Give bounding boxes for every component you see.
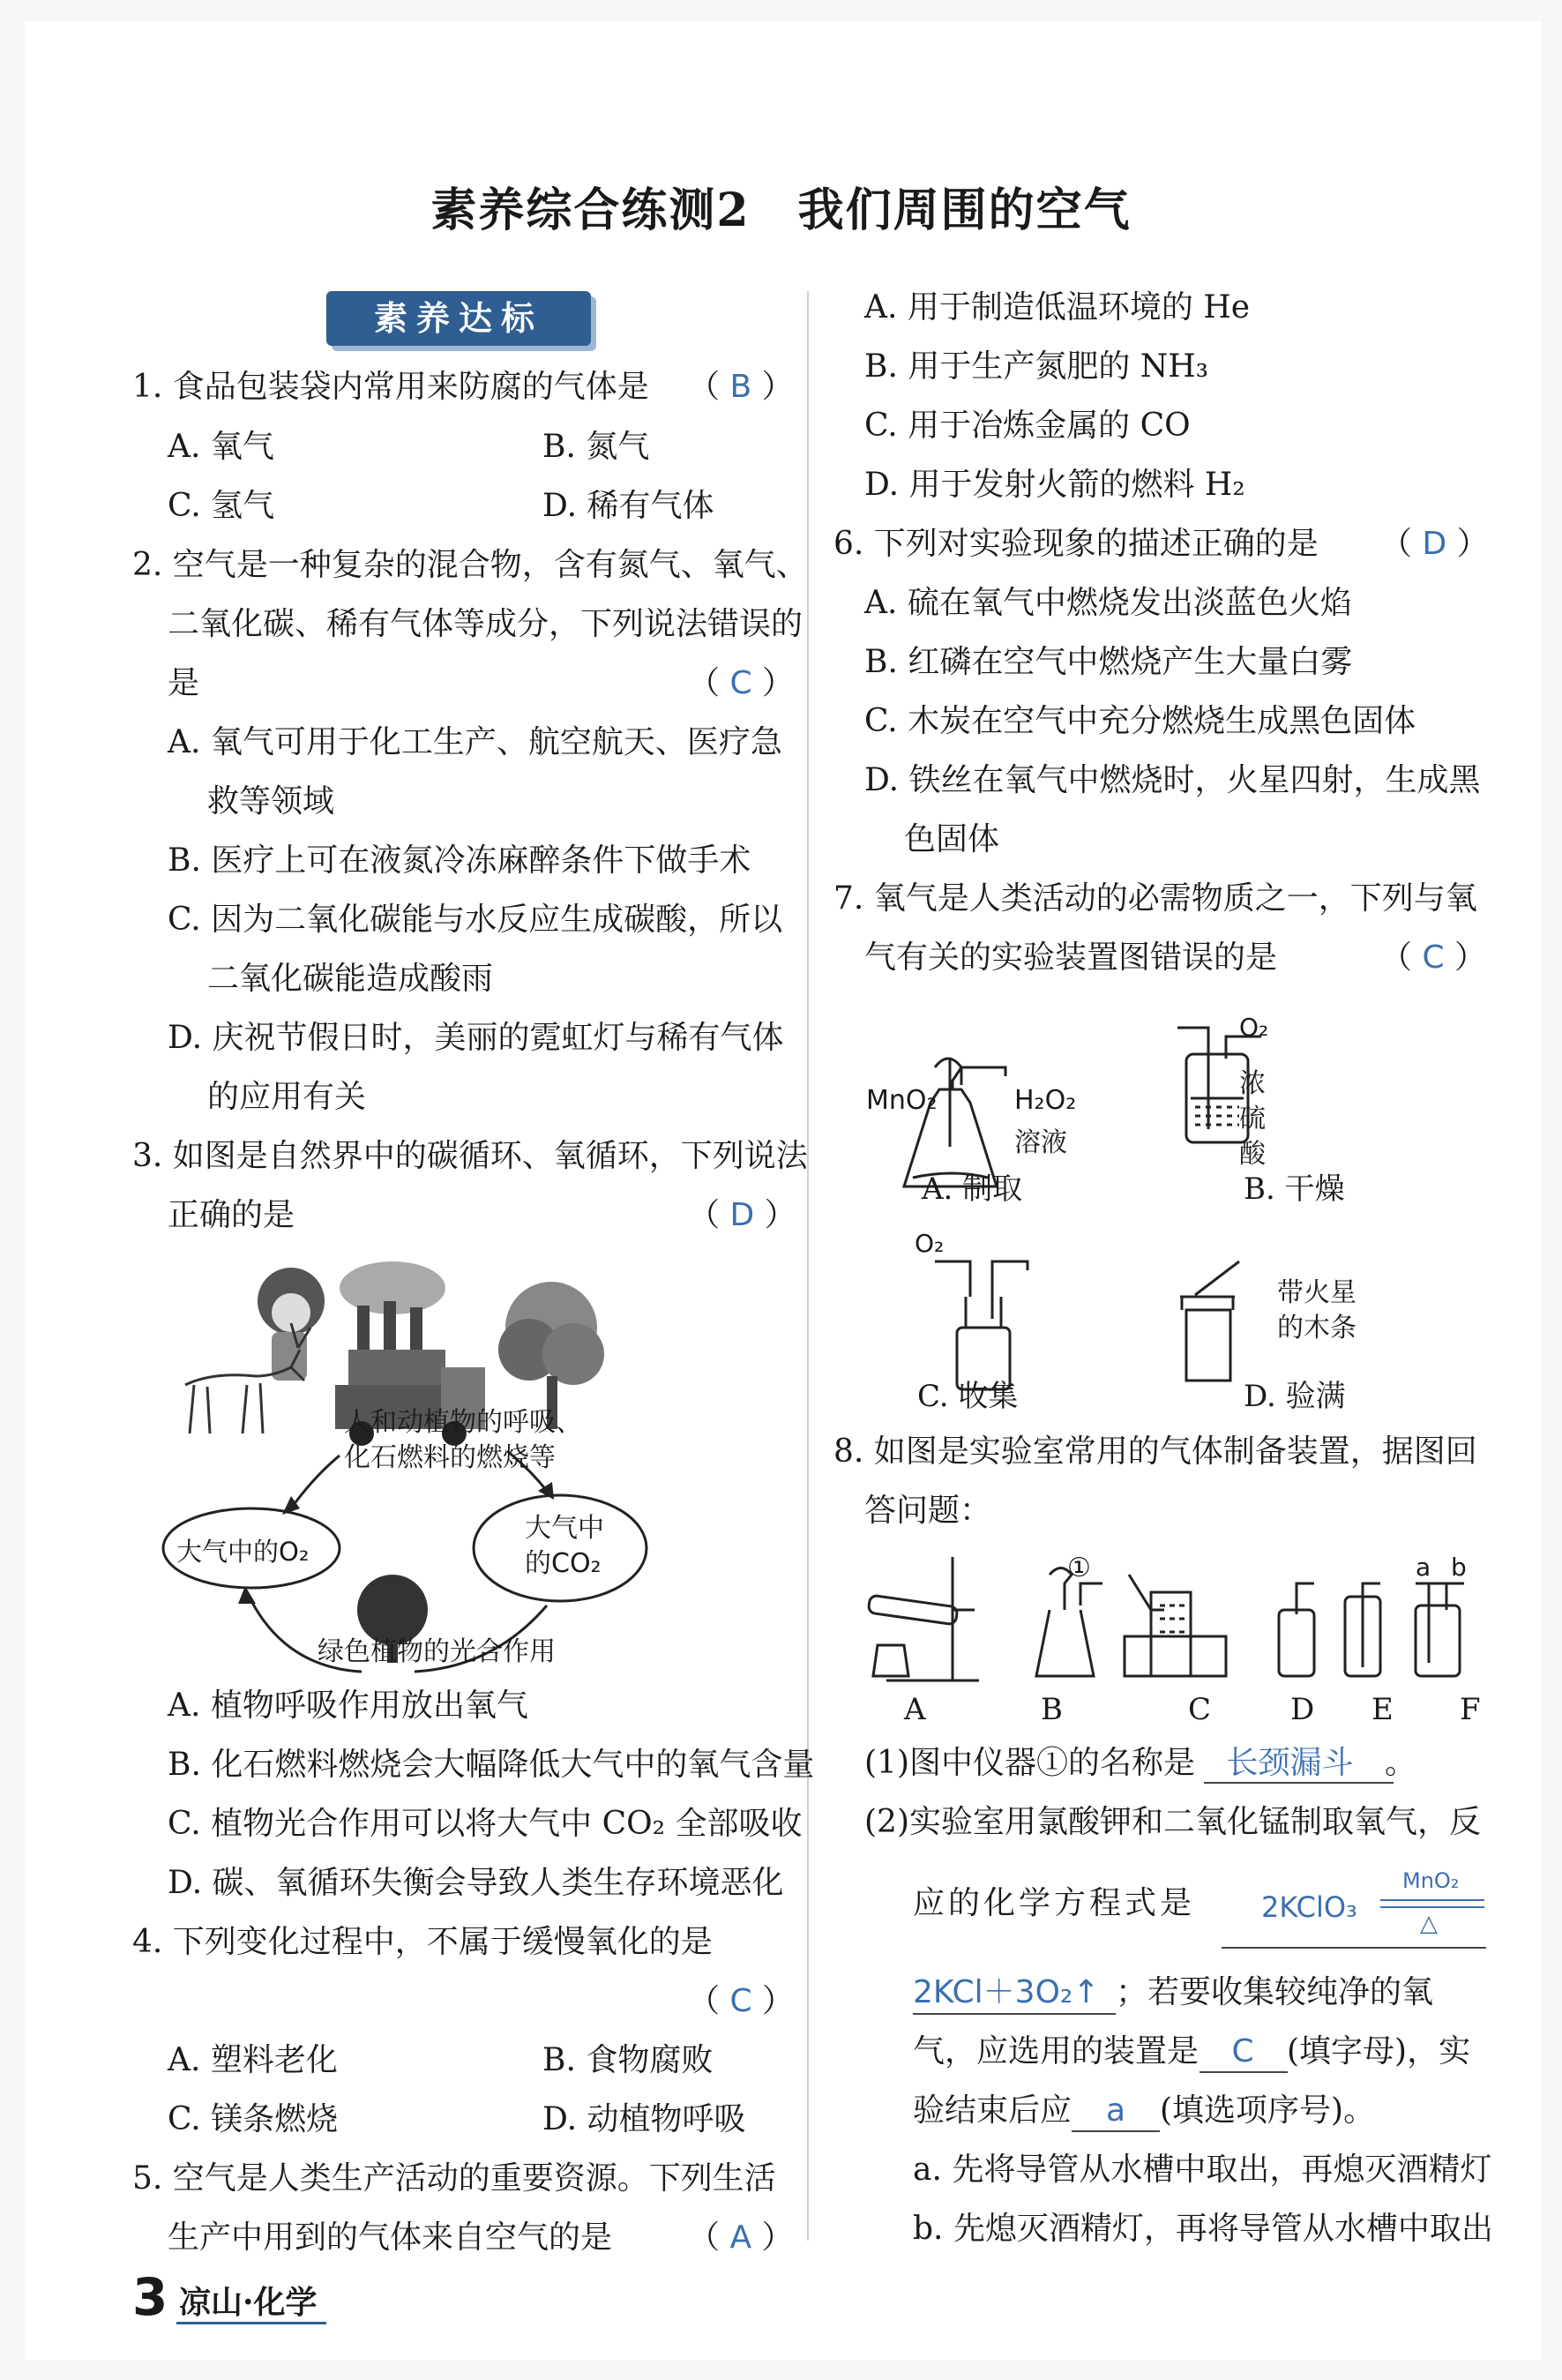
q8-port-a: a xyxy=(1416,1553,1431,1582)
q8-part1-answer: 长颈漏斗 xyxy=(1226,1745,1354,1781)
page-title: 素养综合练测2 我们周围的空气 xyxy=(430,183,1132,237)
q8-part2-line1: (2)实验室用氯酸钾和二氧化锰制取氧气，反 xyxy=(864,1804,1481,1840)
q2-answer: （ C ） xyxy=(688,665,795,701)
q3-option-b: B. 化石燃料燃烧会大幅降低大气中的氧气含量 xyxy=(168,1747,815,1783)
q7-label-stick-1: 带火星 xyxy=(1277,1277,1356,1308)
q2-option-a-2: 救等领域 xyxy=(207,783,335,820)
q3-fig-label-top-2: 化石燃料的燃烧等 xyxy=(344,1442,556,1473)
q8-part1-prompt: (1)图中仪器①的名称是 长颈漏斗 。 xyxy=(864,1742,1416,1785)
q8-port-b: b xyxy=(1451,1553,1467,1582)
q7-label-acid-3: 酸 xyxy=(1239,1139,1266,1170)
q4-stem: 4. 下列变化过程中，不属于缓慢氧化的是 xyxy=(132,1924,713,1960)
q8-equation-bar-2 xyxy=(1380,1906,1484,1908)
q2-option-b: B. 医疗上可在液氮冷冻麻醉条件下做手术 xyxy=(168,842,751,879)
q1-option-d: D. 稀有气体 xyxy=(542,488,714,524)
q3-fig-atmosphere-co2-2: 的CO₂ xyxy=(525,1548,602,1579)
q2-option-d-1: D. 庆祝节假日时，美丽的霓虹灯与稀有气体 xyxy=(168,1020,784,1056)
q8-part2-device-answer: C xyxy=(1231,2033,1254,2069)
q8-part1-underline xyxy=(1204,1782,1394,1784)
apparatus-a-heating xyxy=(868,1557,979,1680)
q1-option-b: B. 氮气 xyxy=(542,429,650,465)
factory-illustration xyxy=(340,1261,445,1389)
q8-option-b: b. 先熄灭酒精灯，再将导管从水槽中取出 xyxy=(913,2211,1493,2247)
q6-option-a: A. 硫在氧气中燃烧发出淡蓝色火焰 xyxy=(864,585,1352,621)
q7-label-acid-1: 浓 xyxy=(1239,1068,1266,1099)
q8-stem-1: 8. 如图是实验室常用的气体制备装置，据图回 xyxy=(833,1433,1477,1470)
q8-equation-catalyst: MnO₂ xyxy=(1402,1868,1460,1893)
q7-caption-a: A. 制取 xyxy=(922,1171,1023,1207)
q3-fig-photosynthesis: 绿色植物的光合作用 xyxy=(318,1636,556,1667)
q7-label-stick-2: 的木条 xyxy=(1277,1313,1356,1343)
q7-caption-c: C. 收集 xyxy=(917,1379,1019,1414)
q2-option-c-2: 二氧化碳能造成酸雨 xyxy=(207,961,494,997)
q8-part2-line4: 气，应选用的装置是 C (填字母)，实 xyxy=(913,2031,1470,2073)
q6-option-c: C. 木炭在空气中充分燃烧生成黑色固体 xyxy=(864,703,1416,739)
q3-fig-label-top-1: 人和动植物的呼吸、 xyxy=(344,1407,582,1438)
q7-caption-d: D. 验满 xyxy=(1244,1379,1346,1414)
q7-label-acid-2: 硫 xyxy=(1239,1104,1266,1134)
apparatus-d-test-bottle xyxy=(1180,1261,1239,1381)
q4-option-a: A. 塑料老化 xyxy=(168,2042,338,2078)
q3-answer: （ D ） xyxy=(688,1197,796,1233)
q4-option-d: D. 动植物呼吸 xyxy=(542,2101,746,2137)
q6-answer: （ D ） xyxy=(1380,526,1489,562)
q8-stem-2: 答问题： xyxy=(864,1493,992,1529)
q4-option-c: C. 镁条燃烧 xyxy=(168,2101,339,2137)
q5-stem-2: 生产中用到的气体来自空气的是 xyxy=(168,2219,613,2256)
q2-option-d-2: 的应用有关 xyxy=(207,1079,367,1115)
q8-part2-line2: 应的化学方程式是 xyxy=(913,1885,1196,1921)
q7-label-o2-c: O₂ xyxy=(915,1229,945,1258)
q8-equation-heat: △ xyxy=(1420,1911,1438,1937)
q8-equation-underline-1 xyxy=(1222,1947,1486,1949)
book-name: 凉山·化学 xyxy=(179,2284,318,2321)
q8-part2-line5: 验结束后应 a (填选项序号)。 xyxy=(913,2090,1375,2132)
q8-equation-right: 2KCl＋3O₂↑ xyxy=(913,1974,1100,2010)
q7-label-solution: 溶液 xyxy=(1014,1127,1067,1158)
q8-label-d: D xyxy=(1290,1692,1315,1727)
q8-equation-underline-2 xyxy=(913,2013,1116,2015)
q1-option-a: A. 氧气 xyxy=(168,429,274,465)
q4-option-b: B. 食物腐败 xyxy=(542,2042,714,2078)
q2-stem-2: 二氧化碳、稀有气体等成分，下列说法错误的 xyxy=(168,606,803,642)
q5-option-c: C. 用于冶炼金属的 CO xyxy=(864,408,1191,444)
q5-answer: （ A ） xyxy=(688,2219,794,2256)
q7-stem-1: 7. 氧气是人类活动的必需物质之一，下列与氧 xyxy=(833,880,1477,917)
q8-label-a: A xyxy=(904,1692,926,1727)
q7-caption-b: B. 干燥 xyxy=(1244,1171,1345,1207)
q5-option-a: A. 用于制造低温环境的 He xyxy=(864,289,1251,326)
apparatus-d-bottle xyxy=(1279,1583,1314,1676)
page-number: 3 xyxy=(132,2267,168,2327)
q3-stem-1: 3. 如图是自然界中的碳循环、氧循环，下列说法 xyxy=(132,1138,808,1174)
q3-option-a: A. 植物呼吸作用放出氧气 xyxy=(168,1688,528,1724)
q7-answer: （ C ） xyxy=(1380,939,1487,976)
q6-stem: 6. 下列对实验现象的描述正确的是 xyxy=(833,526,1319,562)
section-badge: 素养达标 xyxy=(326,291,591,346)
q2-option-a-1: A. 氧气可用于化工生产、航空航天、医疗急 xyxy=(168,724,782,760)
apparatus-c-water-trough xyxy=(1125,1575,1226,1676)
q4-answer: （ C ） xyxy=(688,1983,795,2019)
q2-stem-1: 2. 空气是一种复杂的混合物，含有氮气、氧气、 xyxy=(132,547,808,583)
q8-equation-left: 2KClO₃ xyxy=(1261,1890,1357,1924)
q7-label-o2-b: O₂ xyxy=(1239,1013,1269,1042)
q3-stem-2: 正确的是 xyxy=(168,1197,295,1233)
q6-option-d-1: D. 铁丝在氧气中燃烧时，火星四射，生成黑 xyxy=(864,762,1481,798)
apparatus-e-bottle xyxy=(1345,1583,1380,1676)
q8-mark-1: ① xyxy=(1067,1553,1091,1583)
footer-underline xyxy=(176,2322,326,2324)
q1-answer: （ B ） xyxy=(688,369,794,405)
q8-label-b: B xyxy=(1041,1692,1063,1727)
q8-apparatus-figure xyxy=(860,1557,1495,1689)
q2-stem-3: 是 xyxy=(168,665,200,701)
q3-fig-atmosphere-co2-1: 大气中 xyxy=(525,1513,604,1544)
q8-label-c: C xyxy=(1188,1692,1212,1727)
q7-stem-2: 气有关的实验装置图错误的是 xyxy=(864,939,1278,976)
q8-option-a: a. 先将导管从水槽中取出，再熄灭酒精灯 xyxy=(913,2152,1492,2188)
q6-option-b: B. 红磷在空气中燃烧产生大量白雾 xyxy=(864,644,1353,680)
q5-stem-1: 5. 空气是人类生产活动的重要资源。下列生活 xyxy=(132,2160,776,2197)
q8-part2-order-underline xyxy=(1072,2130,1160,2132)
q6-option-d-2: 色固体 xyxy=(904,821,1000,857)
q1-option-c: C. 氢气 xyxy=(168,488,275,524)
q8-part2-order-answer: a xyxy=(1105,2092,1126,2129)
q8-part2-device-underline xyxy=(1200,2071,1288,2073)
q8-equation-bar-1 xyxy=(1380,1899,1484,1901)
q8-label-e: E xyxy=(1371,1692,1394,1727)
q8-label-f: F xyxy=(1460,1692,1481,1727)
q3-option-c: C. 植物光合作用可以将大气中 CO₂ 全部吸收 xyxy=(168,1806,803,1842)
q8-part2-line3: 2KCl＋3O₂↑ ；若要收集较纯净的氧 xyxy=(913,1972,1433,2014)
q1-stem: 1. 食品包装袋内常用来防腐的气体是 xyxy=(132,369,649,405)
apparatus-c-collect-bottle xyxy=(935,1261,1028,1389)
apparatus-b-flask xyxy=(1036,1568,1102,1677)
q5-option-d: D. 用于发射火箭的燃料 H₂ xyxy=(864,467,1245,503)
q3-option-d: D. 碳、氧循环失衡会导致人类生存环境恶化 xyxy=(168,1865,784,1901)
q2-option-c-1: C. 因为二氧化碳能与水反应生成碳酸，所以 xyxy=(168,902,783,938)
q5-option-b: B. 用于生产氮肥的 NH₃ xyxy=(864,348,1209,385)
apparatus-f-bottle xyxy=(1416,1583,1464,1676)
q3-fig-atmosphere-o2: 大气中的O₂ xyxy=(176,1537,310,1567)
q7-label-mno2: MnO₂ xyxy=(866,1085,938,1116)
q7-label-h2o2: H₂O₂ xyxy=(1014,1085,1077,1116)
